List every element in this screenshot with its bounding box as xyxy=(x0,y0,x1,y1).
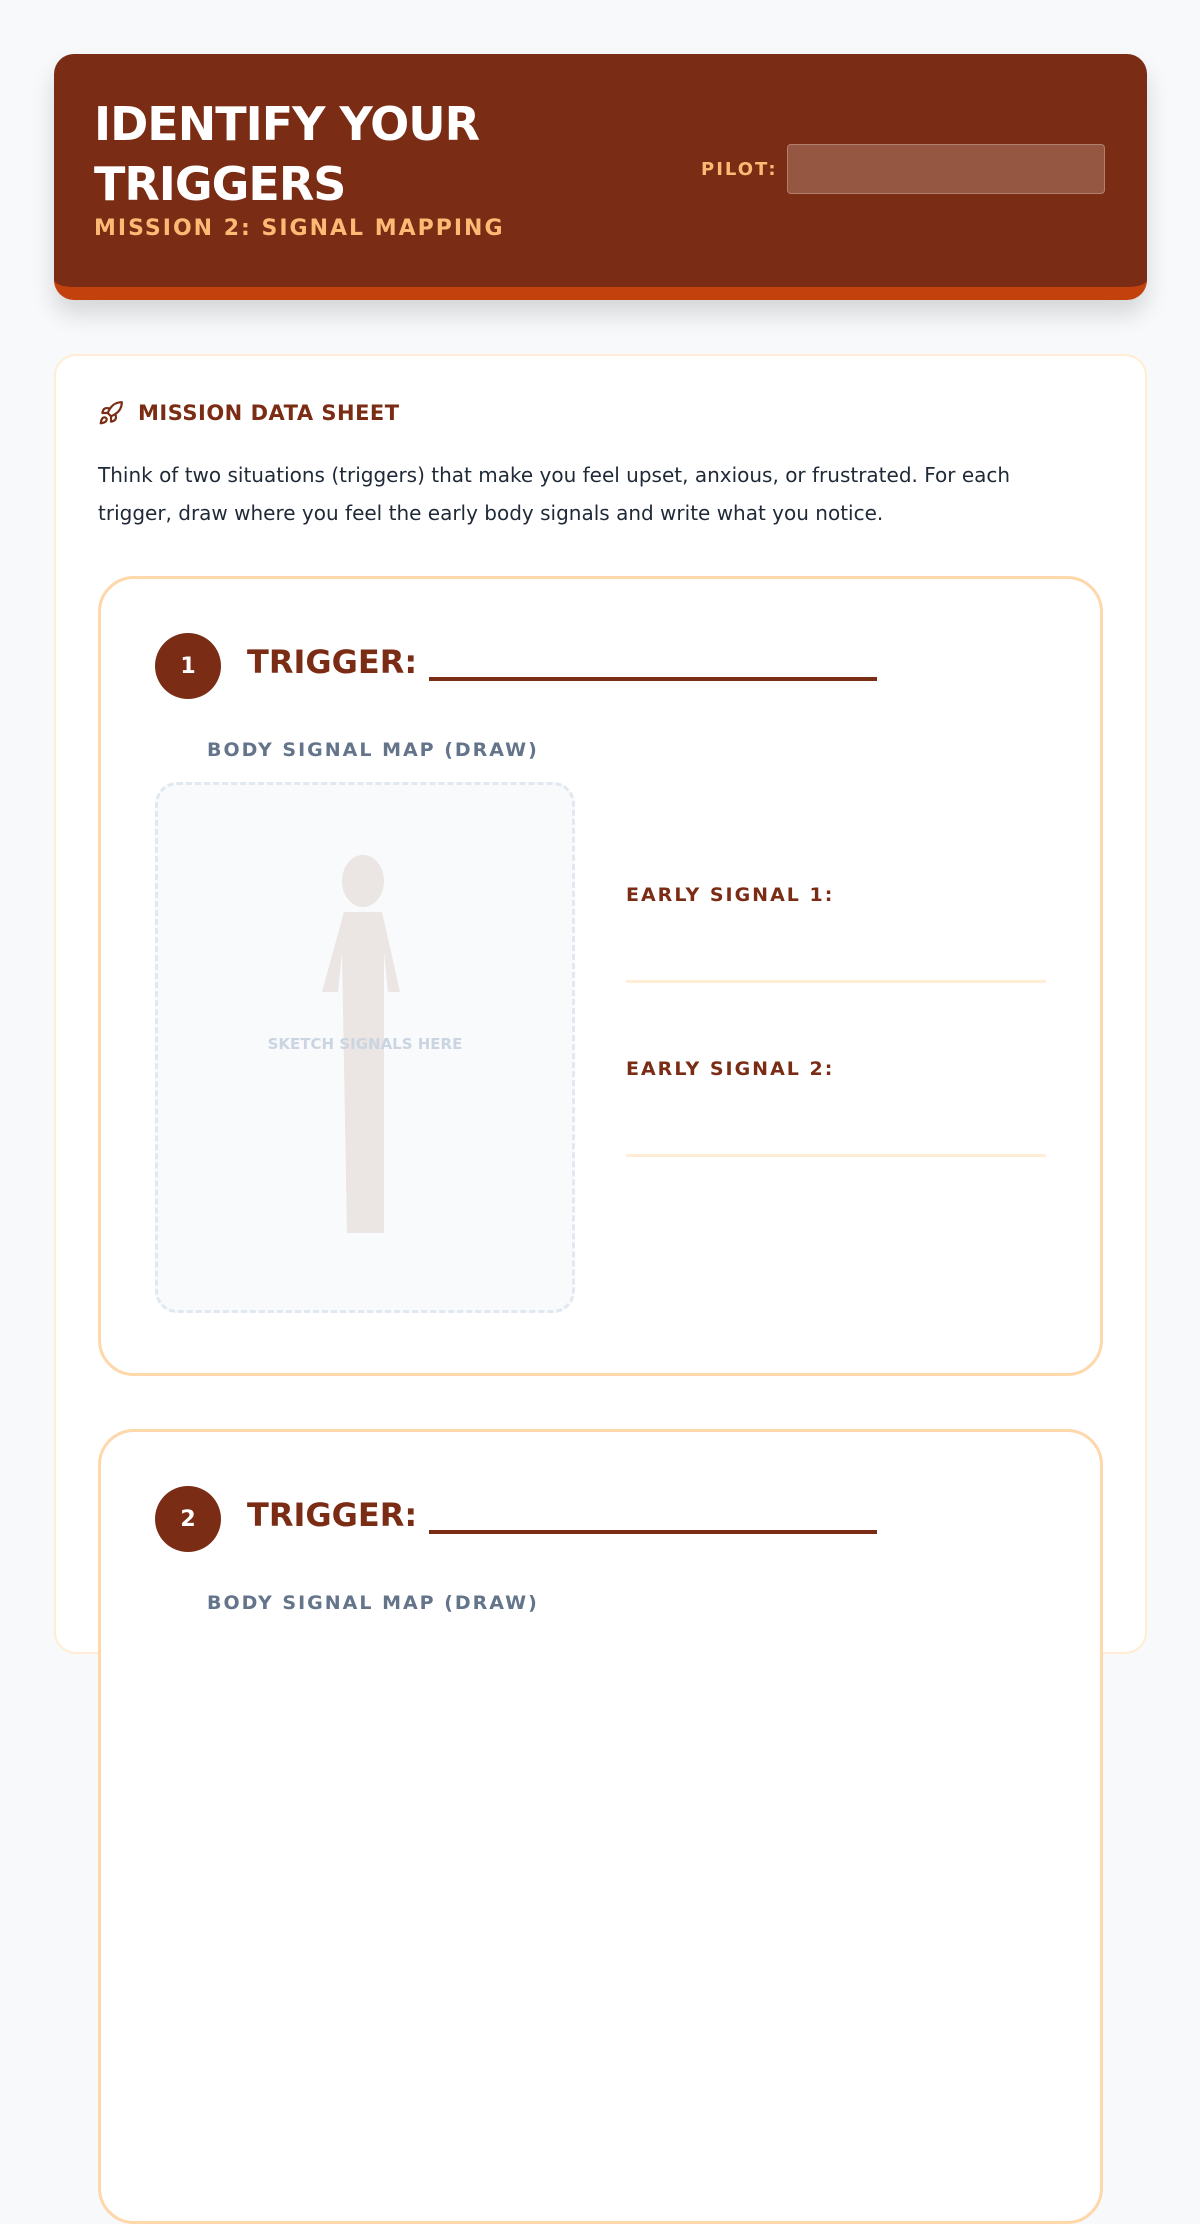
rocket-icon xyxy=(98,400,124,426)
trigger-write-line[interactable] xyxy=(429,649,877,681)
mission-subtitle: MISSION 2: SIGNAL MAPPING xyxy=(94,216,505,241)
trigger-number-badge: 1 xyxy=(155,633,221,699)
trigger-card-1 xyxy=(98,576,1103,1376)
trigger-heading xyxy=(247,1496,877,1534)
pilot-label: PILOT: xyxy=(701,159,778,180)
body-map-label: BODY SIGNAL MAP (DRAW) xyxy=(207,1592,539,1614)
sheet-title: MISSION DATA SHEET xyxy=(138,401,400,425)
mission-data-sheet xyxy=(54,354,1147,1654)
sheet-header xyxy=(98,400,400,426)
trigger-write-line[interactable] xyxy=(429,1502,877,1534)
early-signal-2 xyxy=(626,1058,1046,1157)
page-title: IDENTIFY YOUR TRIGGERS xyxy=(94,97,480,211)
trigger-label: TRIGGER: xyxy=(247,643,418,681)
sketch-hint: SKETCH SIGNALS HERE xyxy=(267,1035,463,1053)
body-map-label: BODY SIGNAL MAP (DRAW) xyxy=(207,739,539,761)
early-signal-2-line[interactable] xyxy=(626,1154,1046,1157)
pilot-name-input[interactable] xyxy=(787,144,1105,194)
trigger-heading xyxy=(247,643,877,681)
early-signal-1-label: EARLY SIGNAL 1: xyxy=(626,884,835,906)
early-signal-1 xyxy=(626,884,1046,983)
trigger-label: TRIGGER: xyxy=(247,1496,418,1534)
early-signal-1-line[interactable] xyxy=(626,980,1046,983)
body-signal-map[interactable] xyxy=(155,782,575,1313)
page-header xyxy=(54,54,1147,300)
early-signal-2-label: EARLY SIGNAL 2: xyxy=(626,1058,835,1080)
instructions-text: Think of two situations (triggers) that make you feel upset, anxious, or frustrated. For each trigger, draw where you feel the early body signals and write what you notice. xyxy=(98,463,1011,525)
trigger-number-badge: 2 xyxy=(155,1486,221,1552)
trigger-card-2 xyxy=(98,1429,1103,2224)
